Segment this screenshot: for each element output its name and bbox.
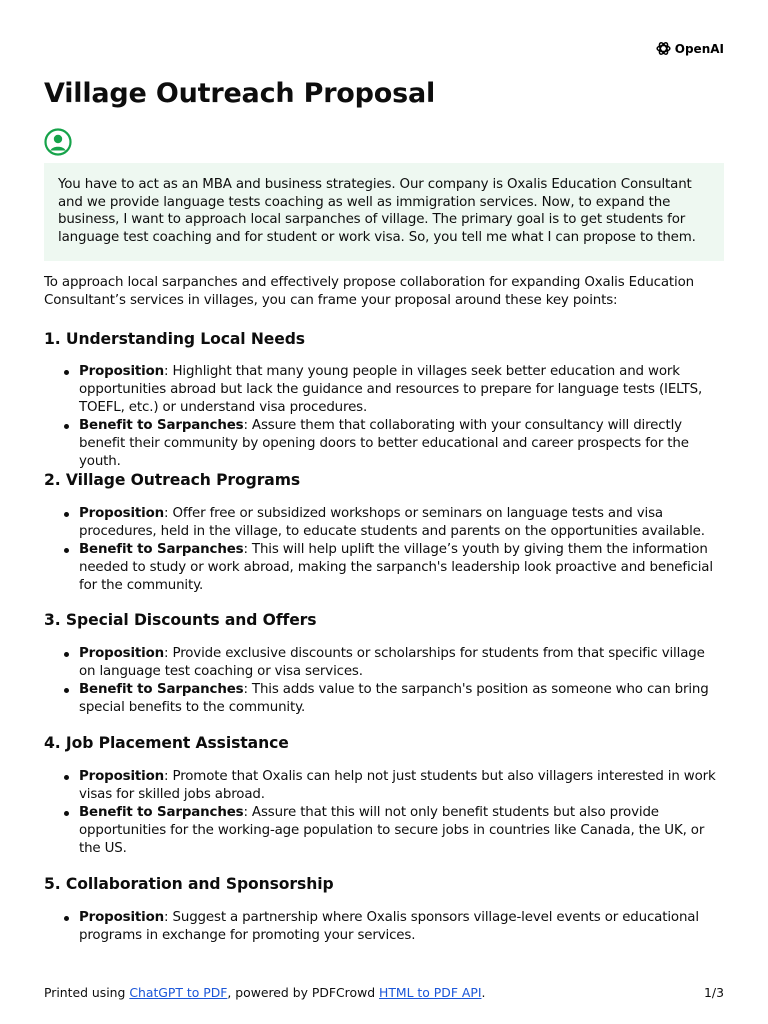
list-item — [44, 417, 724, 471]
item-label: Proposition — [79, 910, 165, 925]
item-text: : Promote that Oxalis can help not just students but also villagers interested in work visas for skilled jobs abroad. — [79, 769, 716, 802]
item-label: Benefit to Sarpanches — [79, 682, 244, 697]
user-avatar-icon — [44, 128, 72, 156]
item-text: : Highlight that many young people in villages seek better education and work opportunities abroad but lack the guidance and resources to prepare for language tests (IELTS, TOEFL, etc.) or understand visa procedures. — [79, 364, 703, 415]
html-to-pdf-api-link[interactable]: HTML to PDF API — [379, 985, 482, 1000]
list-item — [44, 768, 724, 804]
page-number: 1/3 — [704, 985, 724, 1000]
page-footer — [44, 984, 724, 1002]
section-heading: 5. Collaboration and Sponsorship — [44, 875, 334, 893]
openai-logo — [655, 40, 724, 57]
item-text: : This adds value to the sarpanch's position as someone who can bring special benefits to the community. — [79, 682, 709, 715]
bullet-list — [44, 645, 724, 717]
list-item — [44, 541, 724, 595]
item-label: Proposition — [79, 506, 165, 521]
footer-credit — [44, 984, 485, 1002]
item-text: : This will help uplift the village’s youth by giving them the information needed to study or work abroad, making the sarpanch's leadership look proactive and beneficial for the community. — [79, 542, 713, 593]
list-item — [44, 804, 724, 858]
section-heading: 2. Village Outreach Programs — [44, 471, 301, 489]
bullet-list — [44, 909, 724, 945]
section-heading: 4. Job Placement Assistance — [44, 734, 289, 752]
item-label: Benefit to Sarpanches — [79, 805, 244, 820]
bullet-list — [44, 768, 724, 858]
user-prompt-text: You have to act as an MBA and business strategies. Our company is Oxalis Education Consultant and we provide language tests coaching as well as immigration services. Now, to expand the business, I want to approach local sarpanches of village. The primary goal is to get students for language test coaching and for student or work visa. So, you tell me what I can propose to them. — [58, 177, 696, 245]
logo-text: OpenAI — [674, 41, 724, 56]
item-text: : Offer free or subsidized workshops or seminars on language tests and visa procedures, held in the village, to educate students and parents on the opportunities available. — [79, 506, 705, 539]
section-heading: 3. Special Discounts and Offers — [44, 611, 317, 629]
chatgpt-to-pdf-link[interactable]: ChatGPT to PDF — [129, 985, 228, 1000]
intro-paragraph: To approach local sarpanches and effectively propose collaboration for expanding Oxalis Education Consultant’s services in villages, you can frame your proposal around these key points: — [44, 275, 694, 309]
footer-middle: , powered by PDFCrowd — [227, 985, 380, 1000]
item-text: : Provide exclusive discounts or scholarships for students from that specific village on language test coaching or visa services. — [79, 646, 705, 679]
item-label: Proposition — [79, 646, 165, 661]
openai-icon — [655, 40, 672, 57]
item-label: Benefit to Sarpanches — [79, 418, 244, 433]
item-text: : Assure that this will not only benefit students but also provide opportunities for the working-age population to secure jobs in countries like Canada, the UK, or the US. — [79, 805, 705, 856]
footer-prefix: Printed using — [44, 985, 130, 1000]
list-item — [44, 505, 724, 541]
user-prompt-box — [44, 163, 724, 261]
footer-suffix: . — [481, 985, 486, 1000]
item-text: : Suggest a partnership where Oxalis sponsors village-level events or educational programs in exchange for promoting your services. — [79, 910, 699, 943]
item-label: Proposition — [79, 769, 165, 784]
page-title: Village Outreach Proposal — [44, 78, 436, 109]
item-text: : Assure them that collaborating with your consultancy will directly benefit their community by opening doors to better educational and career prospects for the youth. — [79, 418, 689, 469]
section-heading: 1. Understanding Local Needs — [44, 330, 305, 348]
list-item — [44, 645, 724, 681]
list-item — [44, 363, 724, 417]
item-label: Proposition — [79, 364, 165, 379]
item-label: Benefit to Sarpanches — [79, 542, 244, 557]
bullet-list — [44, 363, 724, 471]
list-item — [44, 681, 724, 717]
bullet-list — [44, 505, 724, 595]
list-item — [44, 909, 724, 945]
